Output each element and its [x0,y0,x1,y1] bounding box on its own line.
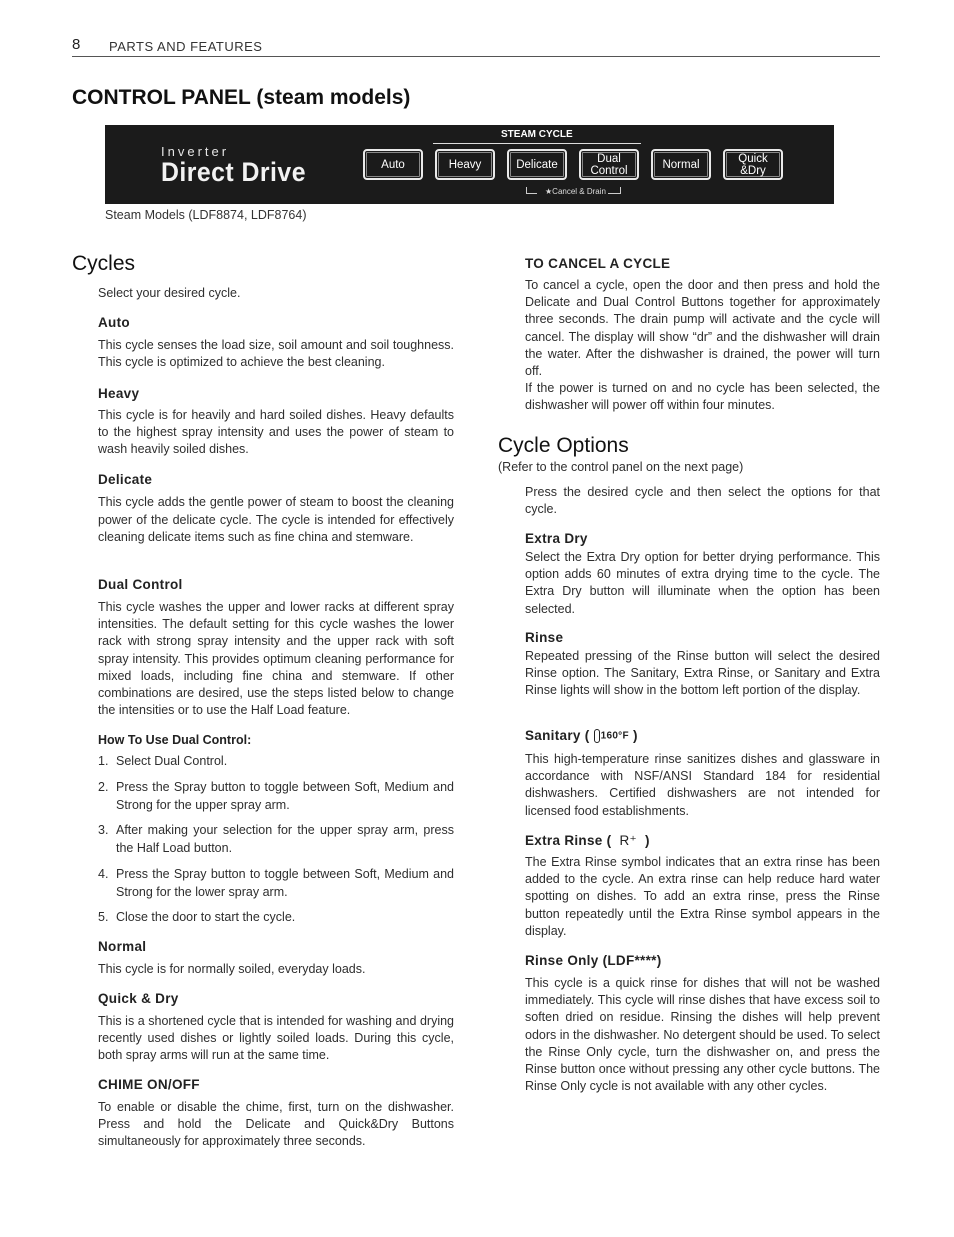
cancel-bracket-left [526,187,537,194]
quick-dry-text: This is a shortened cycle that is intended for washing and drying recently used dishes or lightly soiled loads. During this cycle, both spray arms will run at the same time. [98,1014,454,1063]
normal-heading: Normal [98,939,147,954]
control-panel-title: CONTROL PANEL (steam models) [72,86,411,109]
extra-rinse-heading: Extra Rinse ( R⁺ ) [525,833,650,848]
chime-text: To enable or disable the chime, first, turn on the dishwasher. Press and hold the Delicate and Quick&Dry Buttons simultaneously for approximately three seconds. [98,1100,454,1149]
extra-dry-text: Select the Extra Dry option for better drying performance. This option adds 60 minutes of extra drying time to the cycle. The Extra Dry button will illuminate when the option has been selected. [525,550,880,616]
how-to-step: 3. After making your selection for the upper spray arm, press the Half Load button. [98,823,454,855]
extra-rinse-text: The Extra Rinse symbol indicates that an extra rinse has been added to the cycle. An extra rinse can help reduce hard water spotting on dishes. To add an extra rinse, press the Rinse button repeatedly until the Extra Rinse symbol appears in the display. [525,855,880,938]
header-divider [72,56,880,57]
heavy-heading: Heavy [98,386,140,401]
dual-control-text: This cycle washes the upper and lower racks at different spray intensities. The default setting for this cycle washes the lower rack with strong spray intensity and the upper rack with soft spray intensity. This provides optimum cleaning performance for mixed loads, including fine china and stemware. If other combinations are desired, use the steps listed below to change the intensities or to use the Half Load feature. [98,600,454,718]
rinse-only-heading: Rinse Only (LDF****) [525,953,662,968]
cycle-options-intro: Press the desired cycle and then select the options for that cycle. [525,485,880,517]
chime-heading: CHIME ON/OFF [98,1077,200,1092]
thermometer-icon: 160°F [594,729,629,743]
cancel-bracket-right [608,187,621,194]
sanitary-text: This high-temperature rinse sanitizes dishes and glassware in accordance with NSF/ANSI Standard 184 for residential dishwashers. Certified dishwashers are not intended for licensed food establishments. [525,752,880,818]
rinse-heading: Rinse [525,630,564,645]
panel-button-heavy: Heavy [435,149,495,180]
brand-direct-drive: Direct Drive [161,157,306,187]
cycles-heading: Cycles [72,252,136,275]
steam-cycle-bracket [433,143,641,144]
cancel-drain-label: ★Cancel & Drain [545,187,606,196]
steam-cycle-label: STEAM CYCLE [501,129,573,140]
page-number: 8 [72,36,81,53]
panel-button-dual-control: Dual Control [579,149,639,180]
cycle-options-subtitle: (Refer to the control panel on the next page) [498,460,744,474]
how-to-step: 5. Close the door to start the cycle. [98,910,296,924]
extra-rinse-icon: R⁺ [619,833,637,848]
delicate-heading: Delicate [98,472,153,487]
dual-control-heading: Dual Control [98,577,183,592]
cancel-text-2: If the power is turned on and no cycle has been selected, the dishwasher will power off within four minutes. [525,381,880,413]
panel-button-delicate: Delicate [507,149,567,180]
heavy-text: This cycle is for heavily and hard soiled dishes. Heavy defaults to the highest spray intensity and uses the power of steam to wash heavily soiled dishes. [98,408,454,457]
how-to-step: 1. Select Dual Control. [98,754,228,768]
auto-heading: Auto [98,315,130,330]
cycle-options-heading: Cycle Options [498,434,629,457]
how-to-step: 4. Press the Spray button to toggle between Soft, Medium and Strong for the lower spray arm. [98,867,454,899]
how-to-step: 2. Press the Spray button to toggle between Soft, Medium and Strong for the upper spray arm. [98,780,454,812]
auto-text: This cycle senses the load size, soil amount and soil toughness. This cycle is optimized to achieve the best cleaning. [98,338,454,370]
brand-inverter: Inverter [161,144,230,159]
normal-text: This cycle is for normally soiled, everyday loads. [98,962,366,976]
rinse-only-text: This cycle is a quick rinse for dishes that will not be washed immediately. This cycle will rinse dishes that have excess soil to soften dried on residue. Rinsing the dishes will help prevent odors in the dishwasher. No detergent should be used. To select the Rinse Only cycle, turn the dishwasher on, and press the Rinse button once without pressing any other cycle buttons. The Rinse Only cycle is not available with any other cycles. [525,976,880,1094]
cancel-text: To cancel a cycle, open the door and then press and hold the Delicate and Dual Control Buttons together for approximately three seconds. The drain pump will activate and the cycle will cancel. The display will show “dr” and the dishwasher will drain the water. After the dishwasher is drained, the power will turn off. [525,278,880,379]
extra-dry-heading: Extra Dry [525,531,588,546]
cancel-heading: TO CANCEL A CYCLE [525,256,671,271]
rinse-text: Repeated pressing of the Rinse button will select the desired Rinse option. The Sanitary, Extra Rinse, or Sanitary and Extra Rinse lights will show in the bottom left portion of the display. [525,649,880,698]
panel-button-quick-dry: Quick &Dry [723,149,783,180]
delicate-text: This cycle adds the gentle power of steam to boost the cleaning power of the delicate cycle. The cycle is intended for effectively cleaning delicate items such as fine china and stemware. [98,495,454,545]
panel-button-auto: Auto [363,149,423,180]
cycles-intro: Select your desired cycle. [98,286,241,300]
section-title: PARTS AND FEATURES [109,39,263,54]
panel-button-normal: Normal [651,149,711,180]
panel-caption: Steam Models (LDF8874, LDF8764) [105,208,307,222]
sanitary-heading: Sanitary ( 160°F ) [525,728,638,743]
quick-dry-heading: Quick & Dry [98,991,179,1006]
how-to-heading: How To Use Dual Control: [98,733,252,747]
control-panel-graphic [105,125,834,204]
